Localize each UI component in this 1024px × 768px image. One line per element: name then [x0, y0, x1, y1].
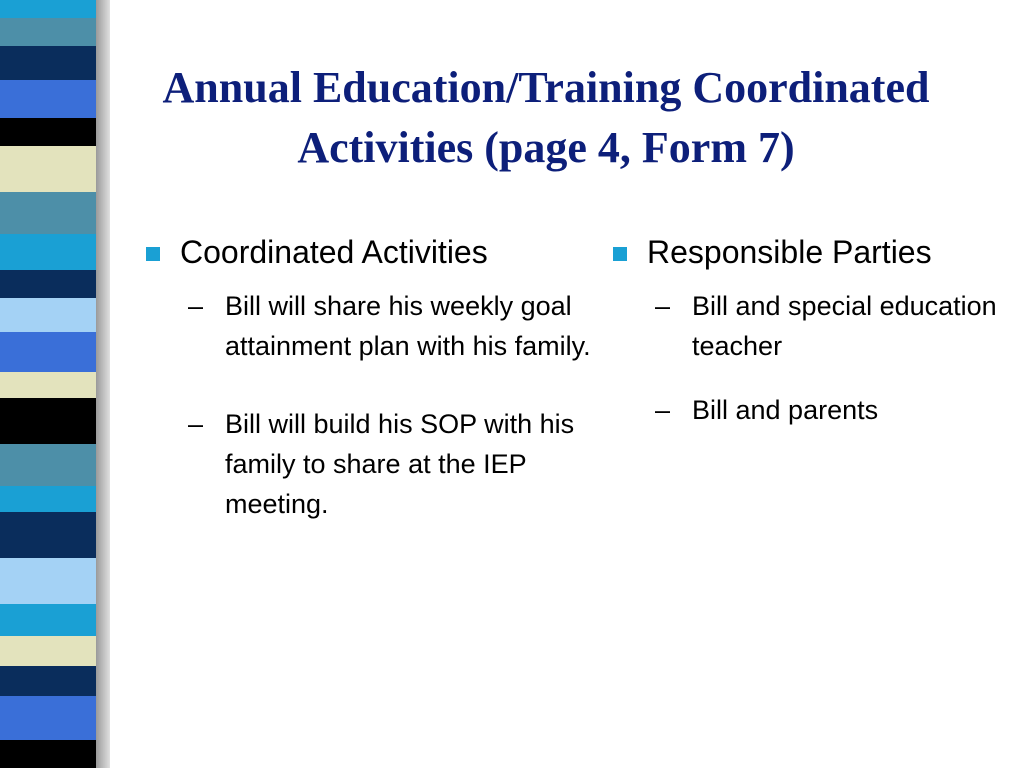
dash-bullet: – [655, 291, 671, 321]
coordinated-activities-column [143, 230, 593, 562]
column-heading [143, 230, 593, 274]
square-bullet-icon [613, 247, 627, 261]
responsible-parties-column [610, 230, 1020, 468]
column-heading-label: Coordinated Activities [180, 234, 488, 270]
dash-bullet: – [188, 409, 204, 439]
list-item [188, 404, 593, 524]
square-bullet-icon [146, 247, 160, 261]
list-item-text: Bill will build his SOP with his family to share at the IEP meeting. [225, 409, 575, 519]
list-item [655, 390, 1020, 430]
sub-list [610, 286, 1020, 430]
list-item-text: Bill and parents [692, 395, 879, 425]
dash-bullet: – [655, 395, 671, 425]
list-item-text: Bill will share his weekly goal attainment plan with his family. [225, 291, 591, 361]
column-heading-label: Responsible Parties [647, 234, 932, 270]
column-heading [610, 230, 1020, 274]
slide-title: Annual Education/Training Coordinated Activities (page 4, Form 7) [162, 63, 930, 172]
list-item [655, 286, 1020, 366]
list-item-text: Bill and special education teacher [692, 291, 997, 361]
list-item [188, 286, 593, 366]
dash-bullet: – [188, 291, 204, 321]
sub-list [143, 286, 593, 524]
